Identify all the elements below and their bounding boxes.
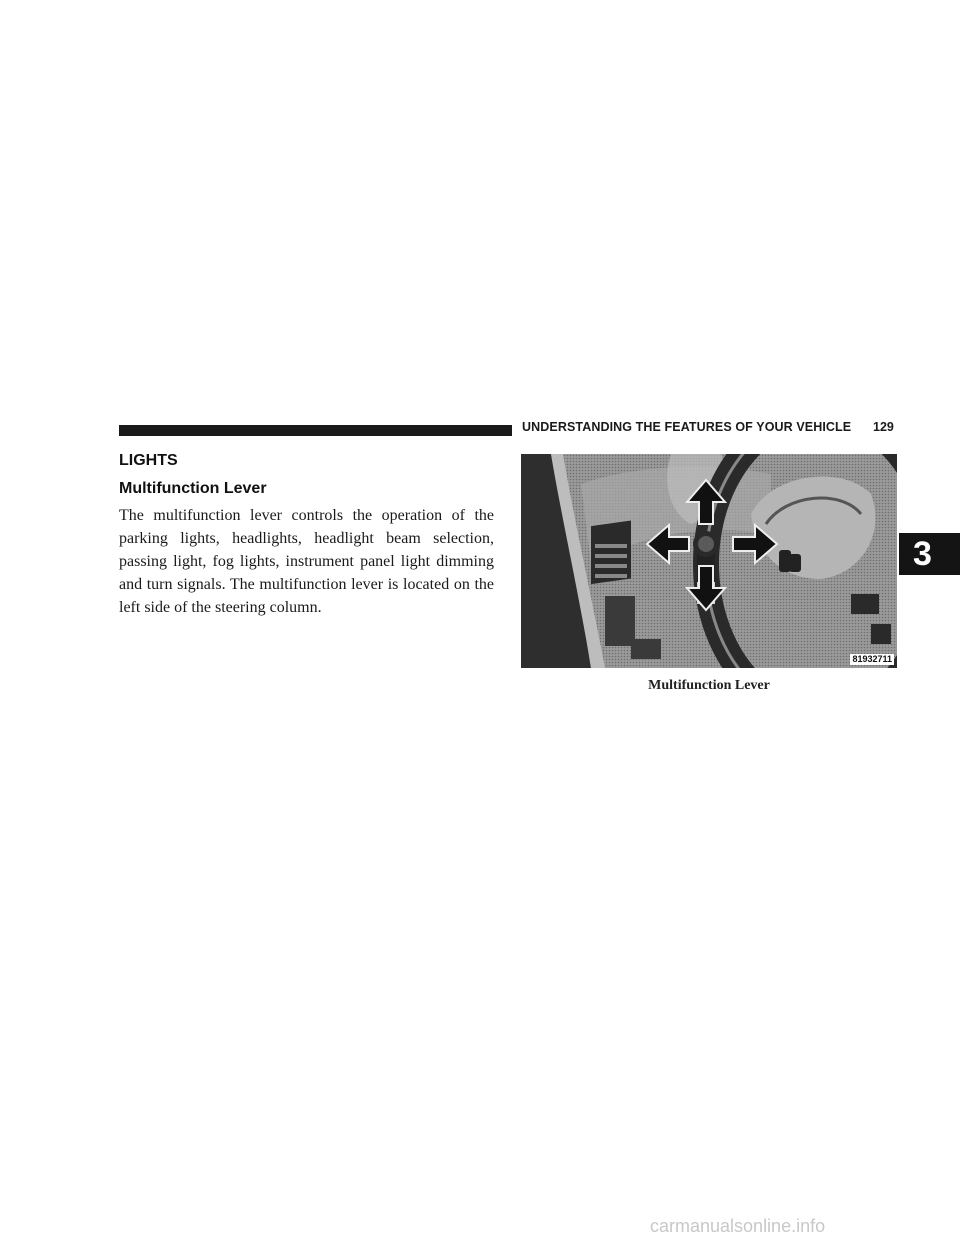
- figure-code: 81932711: [852, 654, 892, 664]
- dashboard-illustration: [521, 454, 897, 668]
- body-paragraph: The multifunction lever controls the operation of the parking lights, headlights, headlight beam selection, passing light, fog lights, instrument panel light dimming and turn signals. The multifunction lever is located on the left side of the steering column.: [119, 507, 494, 616]
- chapter-tab: [899, 533, 960, 575]
- section-title: LIGHTS: [119, 452, 178, 469]
- watermark: carmanualsonline.info: [650, 1216, 826, 1236]
- running-header: UNDERSTANDING THE FEATURES OF YOUR VEHICLE: [522, 420, 852, 434]
- chapter-number: 3: [913, 535, 932, 573]
- header-rule: [119, 425, 512, 436]
- page-number: 129: [873, 420, 894, 434]
- multifunction-lever-figure: [521, 454, 897, 668]
- figure-caption: Multifunction Lever: [648, 678, 770, 693]
- subsection-title: Multifunction Lever: [119, 480, 267, 497]
